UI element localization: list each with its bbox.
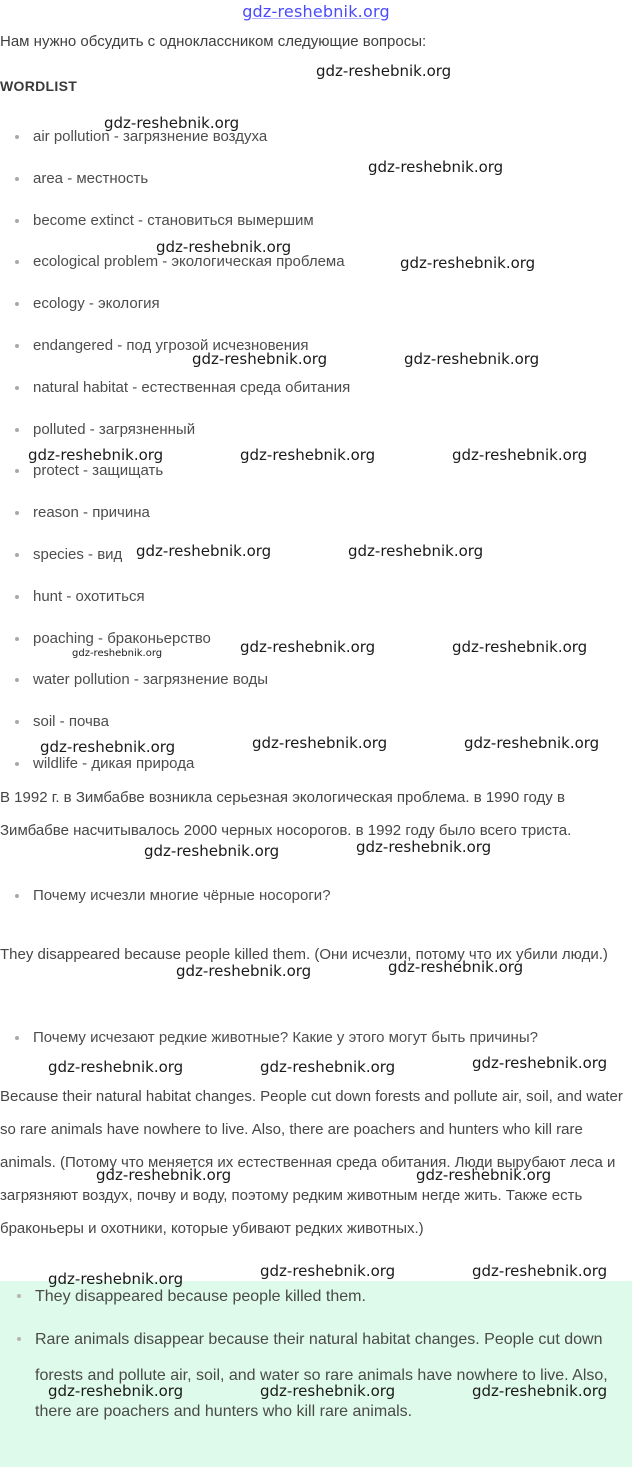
- wordlist-item-text: polluted - загрязненный: [33, 420, 196, 438]
- bullet-icon: [15, 386, 19, 390]
- bullet-icon: [15, 260, 19, 264]
- wordlist-item-text: poaching - браконьерство: [33, 629, 211, 647]
- bullet-icon: [15, 511, 19, 515]
- watermark-text: gdz-reshebnik.org: [260, 1262, 396, 1280]
- wordlist-item: [0, 126, 620, 168]
- wordlist-item: [0, 544, 620, 586]
- watermark-text: gdz-reshebnik.org: [48, 1270, 184, 1288]
- bullet-icon: [15, 637, 19, 641]
- wordlist-item-text: hunt - охотиться: [33, 587, 145, 605]
- bullet-icon: [17, 1294, 21, 1298]
- wordlist-item-text: wildlife - дикая природа: [33, 754, 195, 772]
- bullet-icon: [15, 469, 19, 473]
- bullet-icon: [15, 1036, 19, 1040]
- site-header-link[interactable]: gdz-reshebnik.org: [242, 2, 390, 21]
- summary-item-text: Rare animals disappear because their natural habitat changes. People cut down forests and pollute air, soil, and water so rare animals have nowhere to live. Also, there are poachers and hunters who kill rare animals.: [35, 1331, 608, 1420]
- summary-item-text: They disappeared because people killed them.: [35, 1288, 366, 1305]
- wordlist-item-text: endangered - под угрозой исчезновения: [33, 336, 309, 354]
- wordlist-item-text: soil - почва: [33, 713, 109, 731]
- wordlist-item: [0, 669, 620, 711]
- watermark-text: gdz-reshebnik.org: [388, 958, 524, 976]
- wordlist-item-text: water pollution - загрязнение воды: [33, 671, 269, 689]
- watermark-text: gdz-reshebnik.org: [96, 1166, 232, 1184]
- watermark-text: gdz-reshebnik.org: [104, 114, 240, 132]
- wordlist-item-text: area - местность: [33, 169, 149, 187]
- question-text: Почему исчезают редкие животные? Какие у этого могут быть причины?: [33, 1029, 538, 1046]
- intro-text: Нам нужно обсудить с одноклассником следующие вопросы:: [0, 33, 427, 50]
- bullet-icon: [15, 428, 19, 432]
- watermark-text: gdz-reshebnik.org: [176, 962, 312, 980]
- watermark-text: gdz-reshebnik.org: [72, 648, 163, 659]
- summary-box: [0, 1281, 632, 1467]
- wordlist-item-text: air pollution - загрязнение воздуха: [33, 128, 268, 145]
- watermark-text: gdz-reshebnik.org: [452, 446, 588, 464]
- watermark-text: gdz-reshebnik.org: [240, 638, 376, 656]
- question-item: [0, 1027, 538, 1049]
- watermark-text: gdz-reshebnik.org: [156, 238, 292, 256]
- watermark-text: gdz-reshebnik.org: [348, 542, 484, 560]
- watermark-text: gdz-reshebnik.org: [472, 1262, 608, 1280]
- watermark-text: gdz-reshebnik.org: [416, 1166, 552, 1184]
- answer-paragraph: Because their natural habitat changes. People cut down forests and pollute air, soil, and water so rare animals have nowhere to live. Also, there are poachers and hunters who kill rare animals. (Потому что меняется их естественная среда обитания. Люди вырубают леса и загрязняют воздух, почву и воду, поэтому редким животным негде жить. Также есть браконьеры и охотники, которые убивают редких животных.): [0, 1088, 623, 1237]
- wordlist-item-text: natural habitat - естественная среда обитания: [33, 378, 351, 396]
- watermark-text: gdz-reshebnik.org: [404, 350, 540, 368]
- bullet-icon: [15, 302, 19, 306]
- wordlist-item-text: ecology - экология: [33, 295, 160, 313]
- wordlist-item: [0, 335, 620, 377]
- watermark-text: gdz-reshebnik.org: [368, 158, 504, 176]
- wordlist-item: [0, 460, 620, 502]
- wordlist-item: [0, 586, 620, 628]
- watermark-text: gdz-reshebnik.org: [28, 446, 164, 464]
- wordlist-item: [0, 377, 620, 419]
- bullet-icon: [15, 678, 19, 682]
- wordlist-item: [0, 168, 620, 210]
- watermark-text: gdz-reshebnik.org: [472, 1382, 608, 1400]
- wordlist-item: [0, 502, 620, 544]
- watermark-text: gdz-reshebnik.org: [260, 1382, 396, 1400]
- watermark-text: gdz-reshebnik.org: [136, 542, 272, 560]
- watermark-text: gdz-reshebnik.org: [192, 350, 328, 368]
- wordlist-item-text: reason - причина: [33, 504, 150, 522]
- wordlist-item: [0, 293, 620, 335]
- wordlist: [0, 126, 620, 795]
- question-item: [0, 885, 331, 907]
- watermark-text: gdz-reshebnik.org: [400, 254, 536, 272]
- bullet-icon: [15, 219, 19, 223]
- wordlist-item: [0, 419, 620, 461]
- watermark-text: gdz-reshebnik.org: [260, 1058, 396, 1076]
- bullet-icon: [15, 135, 19, 139]
- watermark-text: gdz-reshebnik.org: [452, 638, 588, 656]
- bullet-icon: [15, 177, 19, 181]
- summary-item: [0, 1322, 623, 1430]
- watermark-text: gdz-reshebnik.org: [48, 1058, 184, 1076]
- watermark-text: gdz-reshebnik.org: [464, 734, 600, 752]
- wordlist-item: [0, 210, 620, 252]
- bullet-icon: [15, 344, 19, 348]
- watermark-text: gdz-reshebnik.org: [48, 1382, 184, 1400]
- watermark-text: gdz-reshebnik.org: [40, 738, 176, 756]
- watermark-text: gdz-reshebnik.org: [240, 446, 376, 464]
- bullet-icon: [15, 894, 19, 898]
- bullet-icon: [15, 720, 19, 724]
- answer-paragraph: They disappeared because people killed them. (Они исчезли, потому что их убили люди.): [0, 946, 608, 963]
- watermark-text: gdz-reshebnik.org: [252, 734, 388, 752]
- wordlist-item: [0, 251, 620, 293]
- question-text: Почему исчезли многие чёрные носороги?: [33, 887, 331, 904]
- wordlist-item-text: ecological problem - экологическая проблема: [33, 253, 345, 271]
- summary-item: [0, 1279, 623, 1315]
- watermark-text: gdz-reshebnik.org: [472, 1054, 608, 1072]
- bullet-icon: [15, 595, 19, 599]
- wordlist-item-text: become extinct - становиться вымершим: [33, 211, 314, 229]
- wordlist-item: [0, 711, 620, 753]
- bullet-icon: [15, 762, 19, 766]
- watermark-text: gdz-reshebnik.org: [356, 838, 492, 856]
- wordlist-item: [0, 628, 620, 670]
- bullet-icon: [17, 1337, 21, 1341]
- watermark-text: gdz-reshebnik.org: [144, 842, 280, 860]
- wordlist-item-text: species - вид: [33, 545, 123, 563]
- watermark-text: gdz-reshebnik.org: [316, 62, 452, 80]
- wordlist-item-text: protect - защищать: [33, 462, 164, 480]
- wordlist-heading: WORDLIST: [0, 78, 78, 94]
- context-paragraph: В 1992 г. в Зимбабве возникла серьезная экологическая проблема. в 1990 году в Зимбабве насчитывалось 2000 черных носорогов. в 1992 году было всего триста.: [0, 789, 572, 839]
- bullet-icon: [15, 553, 19, 557]
